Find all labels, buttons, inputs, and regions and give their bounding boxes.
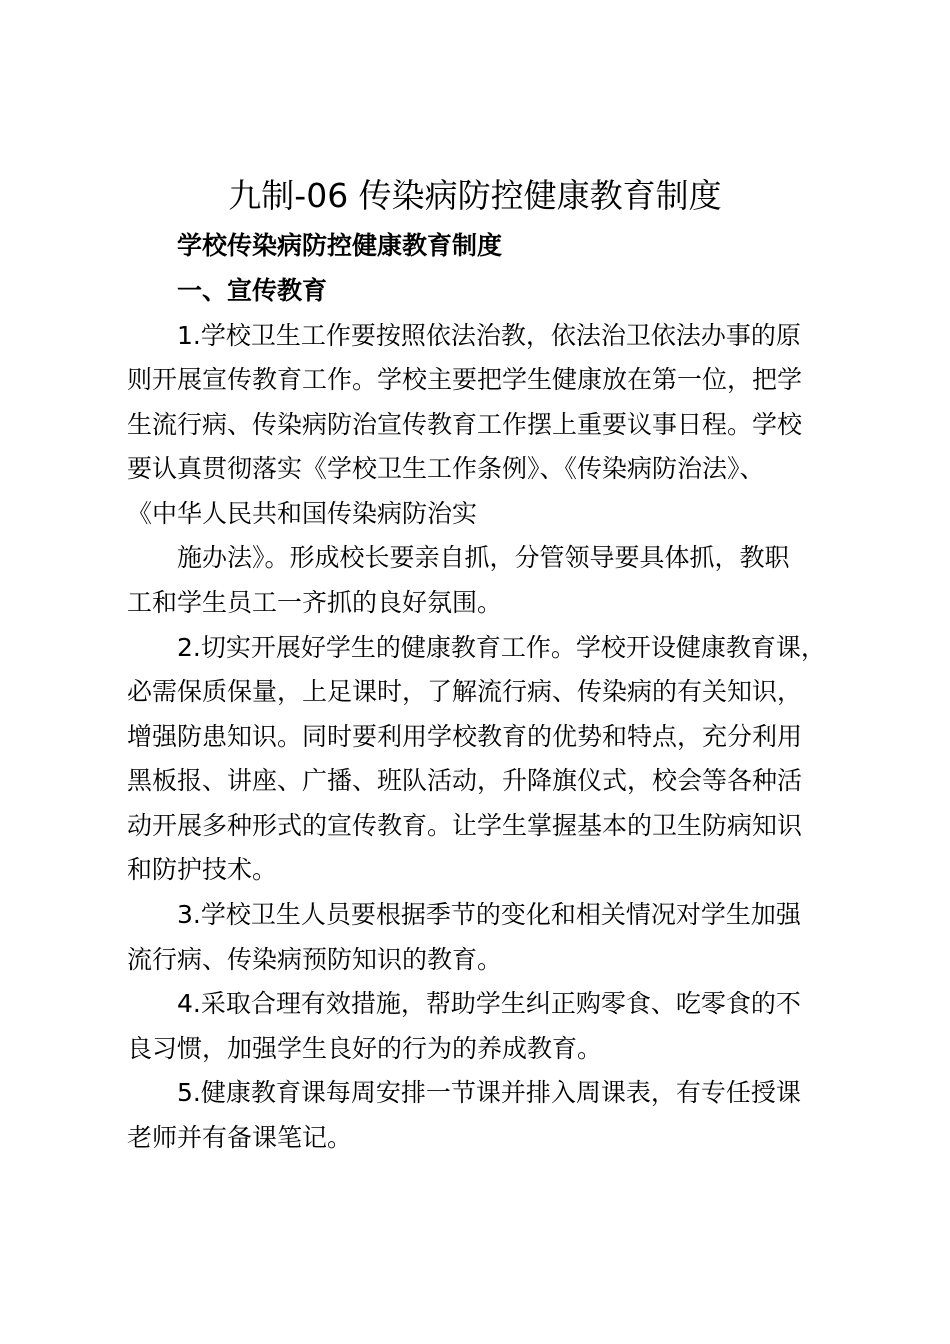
body-line: 要认真贯彻落实《学校卫生工作条例》、《传染病防治法》、 (127, 454, 765, 483)
body-line: 《中华人民共和国传染病防治实 (127, 499, 478, 528)
body-line: 老师并有备课笔记。 (127, 1123, 353, 1152)
body-line: 生流行病、传染病防治宣传教育工作摆上重要议事日程。学校 (127, 410, 803, 439)
body-line: 良习惯，加强学生良好的行为的养成教育。 (127, 1034, 603, 1063)
body-line: 流行病、传染病预防知识的教育。 (127, 945, 503, 974)
document-subtitle: 学校传染病防控健康教育制度 (177, 231, 503, 260)
section-heading: 一、宣传教育 (177, 276, 328, 305)
body-line: 工和学生员工一齐抓的良好氛围。 (127, 588, 503, 617)
body-line: 必需保质保量，上足课时，了解流行病、传染病的有关知识， (127, 677, 803, 706)
body-line: 3.学校卫生人员要根据季节的变化和相关情况对学生加强 (177, 900, 801, 929)
body-line: 和防护技术。 (127, 855, 278, 884)
body-line: 施办法》。形成校长要亲自抓，分管领导要具体抓，教职 (177, 543, 790, 572)
body-line: 5.健康教育课每周安排一节课并排入周课表，有专任授课 (177, 1078, 801, 1107)
body-line: 1.学校卫生工作要按照依法治教，依法治卫依法办事的原 (177, 321, 801, 350)
body-line: 黑板报、讲座、广播、班队活动，升降旗仪式，校会等各种活 (127, 766, 803, 795)
body-line: 4.采取合理有效措施，帮助学生纠正购零食、吃零食的不 (177, 989, 801, 1018)
body-line: 动开展多种形式的宣传教育。让学生掌握基本的卫生防病知识 (127, 811, 803, 840)
body-line: 则开展宣传教育工作。学校主要把学生健康放在第一位，把学 (127, 365, 803, 394)
document-title: 九制-06 传染病防控健康教育制度 (228, 176, 722, 215)
body-line: 增强防患知识。同时要利用学校教育的优势和特点，充分利用 (127, 722, 803, 751)
body-line: 2.切实开展好学生的健康教育工作。学校开设健康教育课， (177, 633, 826, 662)
